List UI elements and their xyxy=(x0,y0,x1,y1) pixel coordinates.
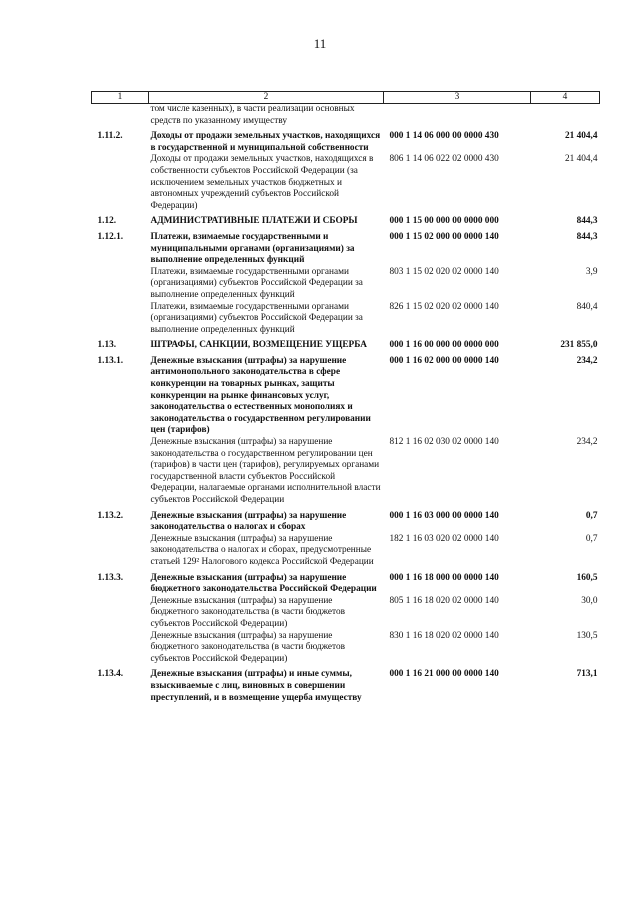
table-row xyxy=(92,127,600,154)
table-row xyxy=(92,507,600,534)
row-number: 1.12.1. xyxy=(97,231,124,242)
row-amount: 21 404,4 xyxy=(564,131,598,142)
row-name: Платежи, взимаемые государственными органами (организациями) субъектов Российской Федерации за выполнение определенных функций xyxy=(150,266,363,300)
row-name: Денежные взыскания (штрафы) за нарушение бюджетного законодательства Российской Федерации xyxy=(150,572,377,595)
header-col-2: 2 xyxy=(149,92,384,104)
row-amount: 3,9 xyxy=(585,266,598,277)
budget-table xyxy=(91,91,600,704)
row-name: Денежные взыскания (штрафы) за нарушение законодательства о государственном регулировании цен (тарифов) в части цен (тарифов), регулируемых органами государственной власти субъектов Российской Федерации, налагаемые органами исполнительной власти субъектов Российской Федерации xyxy=(150,437,381,505)
row-name: Денежные взыскания (штрафы) за нарушение бюджетного законодательства (в части бюджетов субъектов Российской Федерации) xyxy=(150,630,345,664)
row-name: Платежи, взимаемые государственными и муниципальными органами (организациями) за выполнение определенных функций xyxy=(150,231,355,266)
table-row xyxy=(92,154,600,212)
row-amount: 840,4 xyxy=(576,301,598,312)
row-name: АДМИНИСТРАТИВНЫЕ ПЛАТЕЖИ И СБОРЫ xyxy=(150,216,358,227)
row-number: 1.13.1. xyxy=(97,355,124,366)
table-row xyxy=(92,631,600,666)
row-amount: 0,7 xyxy=(585,510,598,521)
row-amount: 844,3 xyxy=(576,216,598,227)
row-code: 000 1 16 02 000 00 0000 140 xyxy=(389,355,499,366)
row-amount: 231 855,0 xyxy=(560,340,598,351)
row-code: 000 1 14 06 000 00 0000 430 xyxy=(389,131,499,142)
row-code: 000 1 15 02 000 00 0000 140 xyxy=(389,231,499,242)
row-number xyxy=(92,534,149,569)
table-row xyxy=(92,212,600,228)
table-row xyxy=(92,437,600,507)
row-amount: 0,7 xyxy=(585,533,598,544)
row-number xyxy=(92,596,149,631)
table-row xyxy=(92,596,600,631)
row-name: Денежные взыскания (штрафы) за нарушение законодательства о налогах и сборах, предусмотренные статьей 129² Налогового кодекса Российской Федерации xyxy=(150,533,374,567)
row-number: 1.13.2. xyxy=(97,510,124,521)
header-col-3: 3 xyxy=(384,92,531,104)
row-code: 000 1 15 00 000 00 0000 000 xyxy=(389,216,499,227)
row-number xyxy=(92,154,149,212)
header-col-1: 1 xyxy=(92,92,149,104)
row-code: 000 1 16 18 000 00 0000 140 xyxy=(389,572,499,583)
row-code: 000 1 16 03 000 00 0000 140 xyxy=(389,510,499,521)
table-row xyxy=(92,104,600,128)
table-row xyxy=(92,665,600,704)
table-row xyxy=(92,302,600,337)
row-number xyxy=(92,267,149,302)
row-name: Денежные взыскания (штрафы) и иные суммы, взыскиваемые с лиц, виновных в совершении преступлений, и в возмещение ущерба имуществу xyxy=(150,669,362,703)
table-header-row xyxy=(92,92,600,104)
row-amount xyxy=(531,104,600,128)
row-code: 000 1 16 21 000 00 0000 140 xyxy=(389,669,499,680)
table-row xyxy=(92,267,600,302)
row-name: том числе казенных), в части реализации основных средств по указанному имуществу xyxy=(150,104,355,126)
row-number: 1.13.3. xyxy=(97,572,124,583)
row-code: 805 1 16 18 020 02 0000 140 xyxy=(389,595,499,606)
row-name: Доходы от продажи земельных участков, находящихся в государственной и муниципальной собственности xyxy=(150,131,381,153)
row-name: Доходы от продажи земельных участков, находящихся в собственности субъектов Российской Федерации (за исключением земельных участков бюджетных и автономных учреждений субъектов Российской Федерации) xyxy=(150,154,374,211)
row-name: Денежные взыскания (штрафы) за нарушение законодательства о налогах и сборах xyxy=(150,510,347,533)
row-code: 826 1 15 02 020 02 0000 140 xyxy=(389,301,499,312)
table-row xyxy=(92,228,600,267)
row-number: 1.13. xyxy=(97,340,117,351)
table-row xyxy=(92,352,600,437)
row-amount: 160,5 xyxy=(576,572,598,583)
row-number xyxy=(92,631,149,666)
row-amount: 130,5 xyxy=(576,630,598,641)
table-row xyxy=(92,569,600,596)
row-amount: 713,1 xyxy=(576,669,598,680)
row-code: 803 1 15 02 020 02 0000 140 xyxy=(389,266,499,277)
row-number xyxy=(92,437,149,507)
table-row xyxy=(92,534,600,569)
row-amount: 234,2 xyxy=(576,355,598,366)
row-number xyxy=(92,302,149,337)
header-col-4: 4 xyxy=(531,92,600,104)
row-name: Денежные взыскания (штрафы) за нарушение бюджетного законодательства (в части бюджетов субъектов Российской Федерации) xyxy=(150,595,345,629)
table-row xyxy=(92,336,600,352)
row-code: 000 1 16 00 000 00 0000 000 xyxy=(389,340,499,351)
row-number: 1.13.4. xyxy=(97,669,124,680)
row-code: 812 1 16 02 030 02 0000 140 xyxy=(389,437,499,448)
row-number: 1.12. xyxy=(97,216,117,227)
row-name: Денежные взыскания (штрафы) за нарушение антимонопольного законодательства в сфере конкуренции на товарных рынках, защиты конкуренции на рынке финансовых услуг, законодательства о естественных монополиях и законодательства о государственном регулировании цен (тарифов) xyxy=(150,355,371,436)
row-name: Платежи, взимаемые государственными органами (организациями) субъектов Российской Федерации за выполнение определенных функций xyxy=(150,301,363,335)
row-amount: 30,0 xyxy=(581,595,598,606)
row-number: 1.11.2. xyxy=(97,131,123,142)
row-number xyxy=(92,104,149,128)
row-amount: 234,2 xyxy=(576,437,598,448)
row-code: 806 1 14 06 022 02 0000 430 xyxy=(389,154,499,165)
row-code: 182 1 16 03 020 02 0000 140 xyxy=(389,533,499,544)
row-amount: 844,3 xyxy=(576,231,598,242)
row-code xyxy=(384,104,531,128)
row-code: 830 1 16 18 020 02 0000 140 xyxy=(389,630,499,641)
row-name: ШТРАФЫ, САНКЦИИ, ВОЗМЕЩЕНИЕ УЩЕРБА xyxy=(150,340,367,351)
row-amount: 21 404,4 xyxy=(564,154,598,165)
page-number: 11 xyxy=(313,36,327,51)
